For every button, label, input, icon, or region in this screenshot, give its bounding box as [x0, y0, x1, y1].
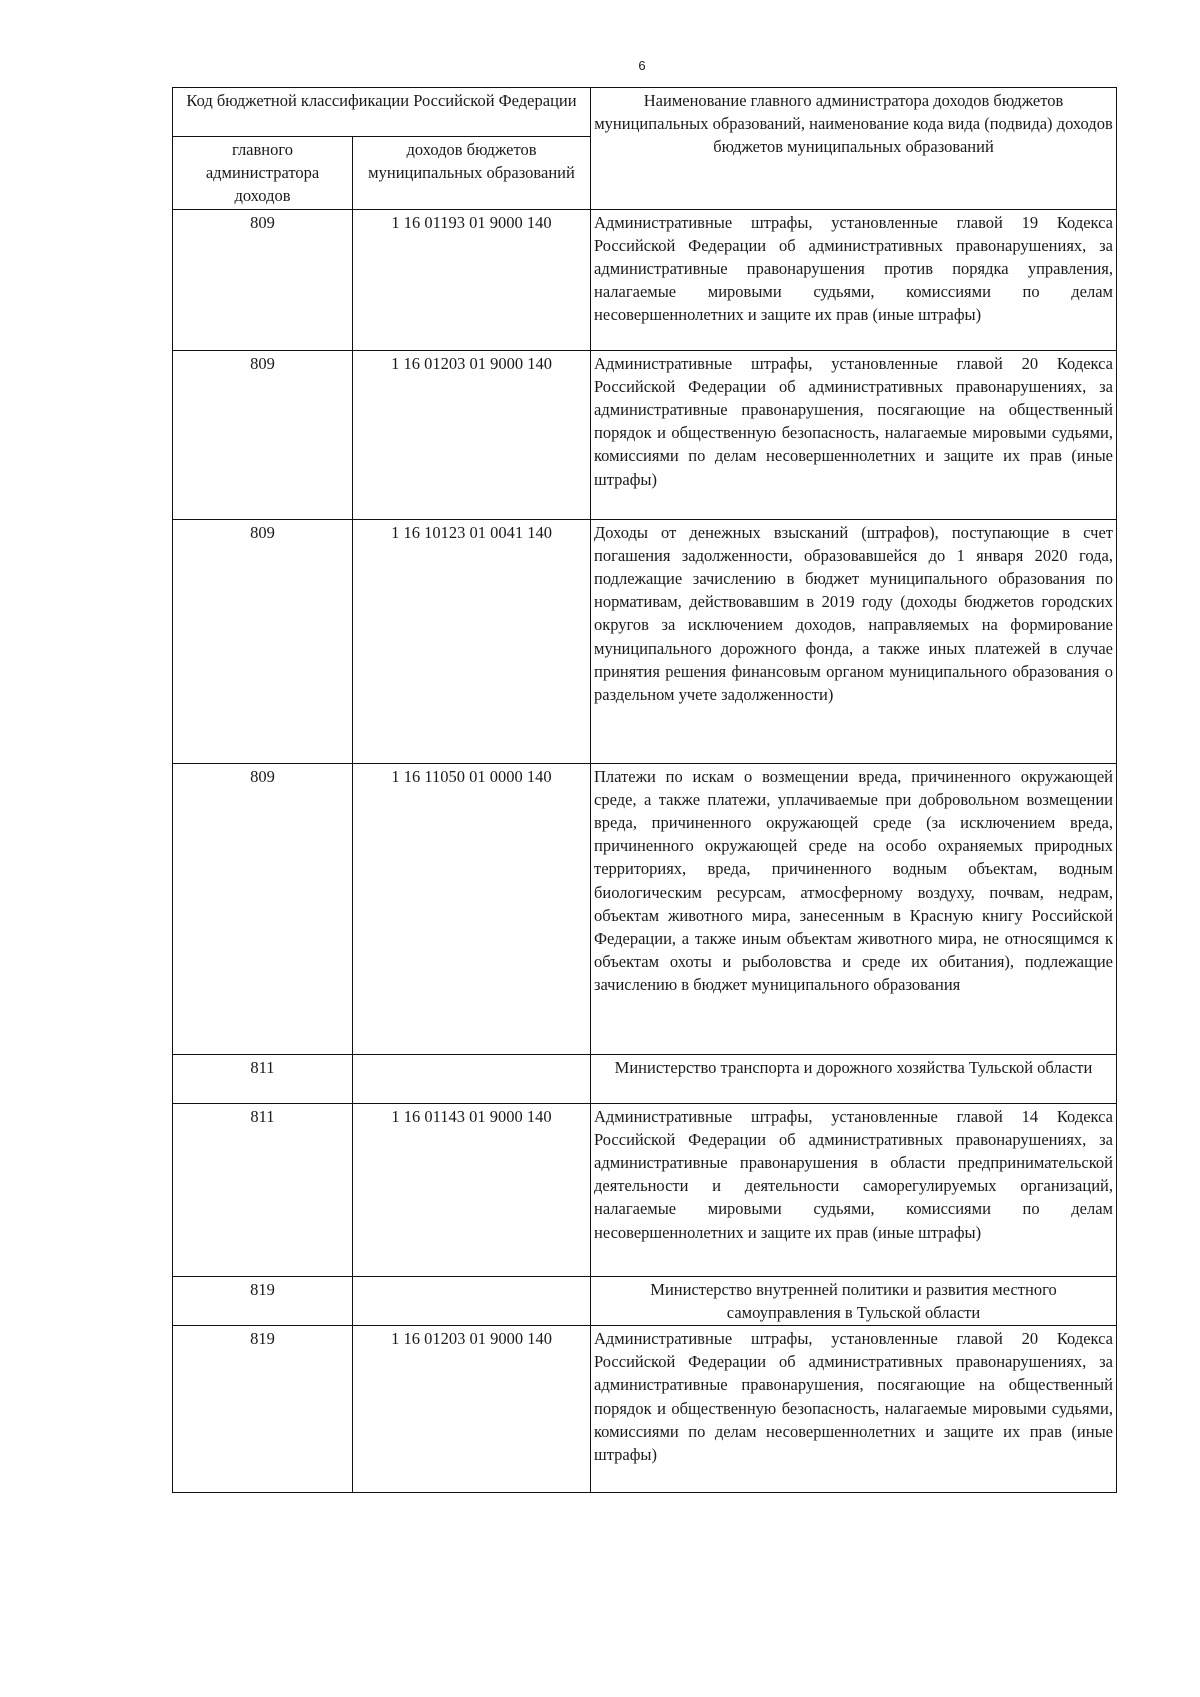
income-description: Административные штрафы, установленные главой 20 Кодекса Российской Федерации об административных правонарушениях, за административные правонарушения, посягающие на общественный порядок и общественную безопасность, налагаемые мировыми судьями, комиссиями по делам несовершеннолетних и защите их прав (иные штрафы): [591, 350, 1117, 519]
income-description: Доходы от денежных взысканий (штрафов), поступающие в счет погашения задолженности, образовавшейся до 1 января 2020 года, подлежащие зачислению в бюджет муниципального образования по нормативам, действовавшим в 2019 году (доходы бюджетов городских округов за исключением доходов, направляемых на формирование муниципального дорожного фонда, а также иных платежей в случае принятия решения финансовым органом муниципального образования о раздельном учете задолженности): [591, 519, 1117, 763]
income-code: 1 16 01143 01 9000 140: [353, 1103, 591, 1276]
admin-code: 811: [173, 1054, 353, 1103]
table-row-title: [173, 1276, 1117, 1325]
admin-code: 819: [173, 1276, 353, 1325]
income-code: 1 16 01203 01 9000 140: [353, 1326, 591, 1493]
income-code: [353, 1276, 591, 1325]
admin-code: 809: [173, 519, 353, 763]
table-row-title: [173, 1054, 1117, 1103]
table-row: [173, 209, 1117, 350]
table-row: [173, 1326, 1117, 1493]
administrator-title: Министерство внутренней политики и развития местного самоуправления в Тульской области: [591, 1276, 1117, 1325]
table-row: [173, 763, 1117, 1054]
header-admin: главного администратора доходов: [173, 137, 353, 210]
page-number: 6: [638, 58, 646, 73]
income-description: Административные штрафы, установленные главой 19 Кодекса Российской Федерации об административных правонарушениях, за административные правонарушения против порядка управления, налагаемые мировыми судьями, комиссиями по делам несовершеннолетних и защите их прав (иные штрафы): [591, 209, 1117, 350]
admin-code: 819: [173, 1326, 353, 1493]
header-name: Наименование главного администратора доходов бюджетов муниципальных образований, наименование кода вида (подвида) доходов бюджетов муниципальных образований: [591, 88, 1117, 210]
income-code: 1 16 01193 01 9000 140: [353, 209, 591, 350]
income-code: 1 16 10123 01 0041 140: [353, 519, 591, 763]
administrator-title: Министерство транспорта и дорожного хозяйства Тульской области: [591, 1054, 1117, 1103]
header-row: [173, 88, 1117, 137]
income-code: 1 16 11050 01 0000 140: [353, 763, 591, 1054]
income-code: 1 16 01203 01 9000 140: [353, 350, 591, 519]
admin-code: 809: [173, 350, 353, 519]
income-code: [353, 1054, 591, 1103]
table-row: [173, 1103, 1117, 1276]
admin-code: 811: [173, 1103, 353, 1276]
income-description: Административные штрафы, установленные главой 20 Кодекса Российской Федерации об административных правонарушениях, за административные правонарушения, посягающие на общественный порядок и общественную безопасность, налагаемые мировыми судьями, комиссиями по делам несовершеннолетних и защите их прав (иные штрафы): [591, 1326, 1117, 1493]
income-description: Платежи по искам о возмещении вреда, причиненного окружающей среде, а также платежи, уплачиваемые при добровольном возмещении вреда, причиненного окружающей среде (за исключением вреда, причиненного окружающей среде на особо охраняемых природных территориях, вреда, причиненного водным объектам, водным биологическим ресурсам, атмосферному воздуху, почвам, недрам, объектам животного мира, занесенным в Красную книгу Российской Федерации, а также иным объектам животного мира, не относящимся к объектам охоты и рыболовства и среде их обитания), подлежащие зачислению в бюджет муниципального образования: [591, 763, 1117, 1054]
table-row: [173, 519, 1117, 763]
income-description: Административные штрафы, установленные главой 14 Кодекса Российской Федерации об административных правонарушениях, за административные правонарушения в области предпринимательской деятельности и деятельности саморегулируемых организаций, налагаемые мировыми судьями, комиссиями по делам несовершеннолетних и защите их прав (иные штрафы): [591, 1103, 1117, 1276]
header-code-group: Код бюджетной классификации Российской Федерации: [173, 88, 591, 137]
table-row: [173, 350, 1117, 519]
admin-code: 809: [173, 209, 353, 350]
budget-classification-table: [172, 87, 1117, 1493]
admin-code: 809: [173, 763, 353, 1054]
header-income: доходов бюджетов муниципальных образований: [353, 137, 591, 210]
